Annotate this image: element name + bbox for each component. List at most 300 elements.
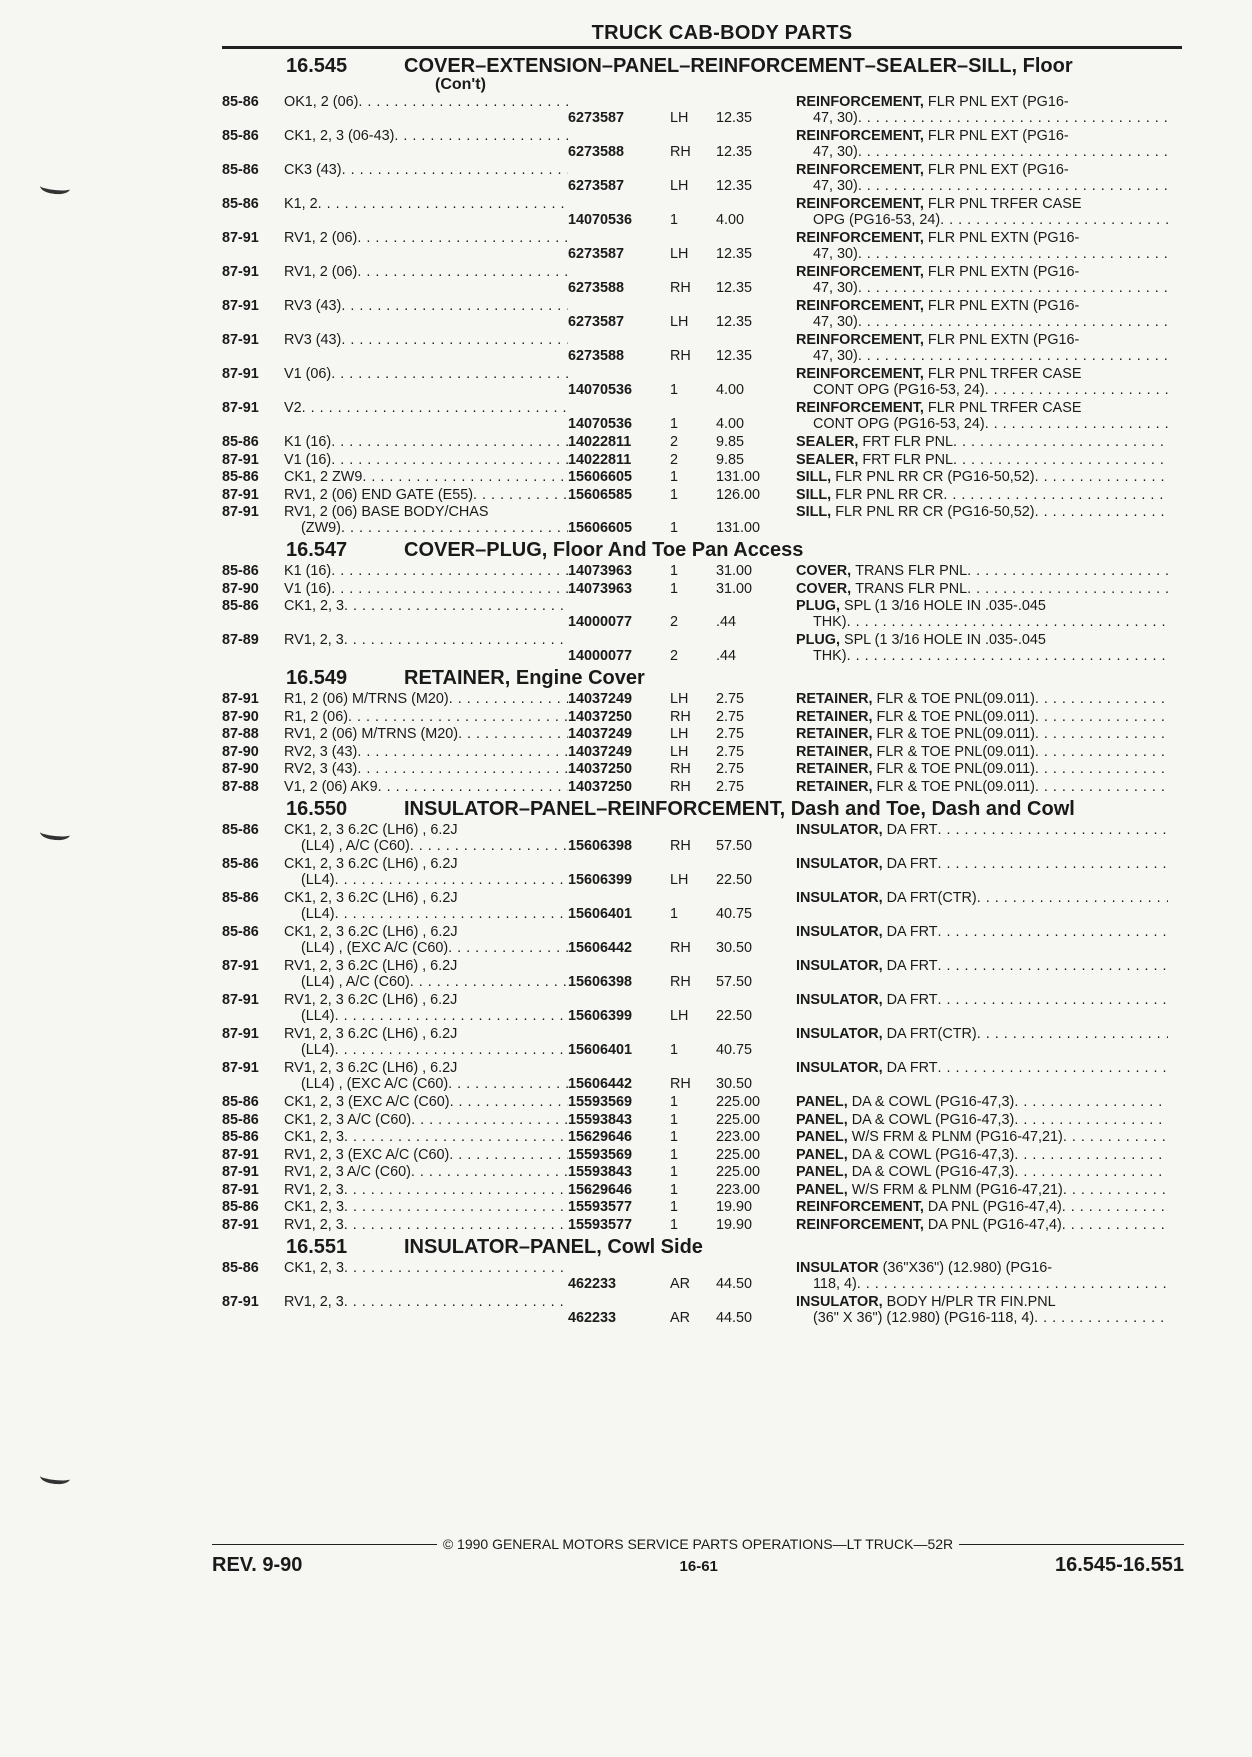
price-value: 19.90 xyxy=(716,1200,753,1215)
application-text: (LL4) xyxy=(301,872,335,888)
price xyxy=(716,745,780,761)
quantity xyxy=(660,1200,716,1216)
description xyxy=(780,564,1168,580)
application xyxy=(284,197,568,228)
part-number xyxy=(568,453,660,469)
description-label: REINFORCEMENT, xyxy=(796,231,924,246)
part-number-value: 462233 xyxy=(568,1310,617,1326)
part-number-value: 6273588 xyxy=(568,280,625,296)
price-value: 31.00 xyxy=(716,564,753,579)
model-years-cell xyxy=(222,599,284,630)
application-text: CK1, 2, 3 (06-43) xyxy=(284,129,395,144)
table-row xyxy=(222,1095,1182,1111)
quantity-line xyxy=(670,615,716,631)
model-years-cell xyxy=(222,163,284,194)
description-label: REINFORCEMENT, xyxy=(796,129,924,144)
description-label: RETAINER, xyxy=(796,709,873,725)
price-value: 225.00 xyxy=(716,1112,761,1128)
price-value: 2.75 xyxy=(716,692,745,707)
price xyxy=(716,1183,780,1199)
part-number-line xyxy=(568,959,660,975)
section-heading xyxy=(222,539,1182,561)
application-line xyxy=(284,349,568,365)
description-line xyxy=(796,299,1168,315)
part-number xyxy=(568,1061,660,1092)
part-number xyxy=(568,1148,660,1164)
quantity xyxy=(660,582,716,598)
table-row xyxy=(222,367,1182,398)
price-line xyxy=(716,649,780,665)
application-text: (LL4) xyxy=(301,1008,335,1024)
part-number-line xyxy=(568,839,660,855)
description-label: RETAINER, xyxy=(796,692,873,707)
description-line xyxy=(796,1295,1168,1311)
leader-dots xyxy=(985,417,1168,433)
quantity-line xyxy=(670,1130,716,1146)
part-number xyxy=(568,488,660,504)
description xyxy=(780,891,1168,922)
description-line xyxy=(796,1165,1168,1181)
description-text: FLR PNL EXTN (PG16- xyxy=(927,231,1080,246)
model-years-cell xyxy=(222,231,284,262)
table-row xyxy=(222,197,1182,228)
application-line xyxy=(284,1077,568,1093)
model-years-cell xyxy=(222,762,284,778)
model-years-cell xyxy=(222,780,284,796)
quantity-value: LH xyxy=(670,110,689,126)
model-years: 87-91 xyxy=(222,1294,259,1310)
page-footer xyxy=(212,1536,1184,1577)
part-number-value: 6273587 xyxy=(568,110,625,126)
description-text: TRANS FLR PNL xyxy=(855,564,968,579)
application-line xyxy=(284,521,568,537)
application xyxy=(284,582,568,598)
quantity-value: RH xyxy=(670,762,691,777)
quantity-line xyxy=(670,1218,716,1234)
application-line xyxy=(284,197,568,213)
description-label: REINFORCEMENT, xyxy=(796,401,924,416)
description-text: DA PNL (PG16-47,4) xyxy=(927,1217,1062,1233)
part-number-value: 14037249 xyxy=(568,727,633,742)
part-number-value: 6273588 xyxy=(568,144,625,160)
application xyxy=(284,1218,568,1234)
application xyxy=(284,959,568,990)
model-years: 87-90 xyxy=(222,580,259,597)
part-number-value: 14073963 xyxy=(568,581,633,597)
application xyxy=(284,891,568,922)
part-number-line xyxy=(568,615,660,631)
description-label: PANEL, xyxy=(796,1165,848,1180)
quantity-line xyxy=(670,649,716,665)
quantity-value: 1 xyxy=(670,470,679,485)
part-number-line xyxy=(568,1261,660,1277)
part-number-line xyxy=(568,299,660,315)
application-text: RV1, 2, 3 xyxy=(284,1217,344,1233)
part-number-line xyxy=(568,145,660,161)
price-value: 31.00 xyxy=(716,581,753,597)
model-years: 87-91 xyxy=(222,332,259,348)
table-row xyxy=(222,505,1182,536)
application xyxy=(284,231,568,262)
part-number-line xyxy=(568,1113,660,1129)
part-number-value: 6273587 xyxy=(568,314,625,330)
section-continued: (Con't) xyxy=(435,76,486,93)
price-line xyxy=(716,1200,780,1216)
section-number: 16.551 xyxy=(286,1236,348,1258)
price-line xyxy=(716,435,780,451)
application xyxy=(284,299,568,330)
quantity xyxy=(660,692,716,708)
section-number: 16.545 xyxy=(286,55,348,77)
leader-dots xyxy=(938,857,1168,873)
description-text: FLR & TOE PNL(09.011) xyxy=(876,709,1035,725)
application-text: K1 (16) xyxy=(284,564,332,579)
model-years: 87-91 xyxy=(222,1060,259,1076)
model-years: 87-91 xyxy=(222,958,259,974)
quantity-value: 1 xyxy=(670,1095,679,1110)
quantity-line xyxy=(670,727,716,743)
application xyxy=(284,1148,568,1164)
price xyxy=(716,564,780,580)
model-years-cell xyxy=(222,891,284,922)
part-number-value: 15606605 xyxy=(568,520,633,536)
table-row xyxy=(222,453,1182,469)
application-line xyxy=(284,265,568,281)
part-number-value: 14037250 xyxy=(568,779,633,795)
part-number xyxy=(568,1200,660,1216)
quantity-line xyxy=(670,111,716,127)
quantity-line xyxy=(670,1165,716,1181)
table-row xyxy=(222,1113,1182,1129)
application xyxy=(284,857,568,888)
part-number-line xyxy=(568,823,660,839)
description-text: 47, 30) xyxy=(813,280,858,296)
quantity-value: 1 xyxy=(670,520,679,536)
part-number xyxy=(568,857,660,888)
application-text: RV1, 2, 3 6.2C (LH6) , 6.2J xyxy=(284,1061,458,1076)
part-number-value: 15606399 xyxy=(568,1008,633,1024)
description-line xyxy=(796,417,1168,433)
leader-dots xyxy=(985,383,1168,399)
table-row xyxy=(222,265,1182,296)
description-line xyxy=(796,213,1168,229)
description xyxy=(780,488,1168,504)
table-row xyxy=(222,959,1182,990)
leader-dots xyxy=(953,453,1168,469)
description-label: RETAINER, xyxy=(796,762,873,777)
part-number xyxy=(568,265,660,296)
application-text: RV1, 2, 3 6.2C (LH6) , 6.2J xyxy=(284,993,458,1008)
quantity xyxy=(660,993,716,1024)
application-text: RV1, 2, 3 6.2C (LH6) , 6.2J xyxy=(284,959,458,974)
model-years-cell xyxy=(222,367,284,398)
quantity-line xyxy=(670,1113,716,1129)
part-number-value: 15606398 xyxy=(568,838,633,854)
price-line xyxy=(716,727,780,743)
quantity xyxy=(660,633,716,664)
application-line xyxy=(284,470,568,486)
leader-dots xyxy=(358,95,568,111)
quantity-value: RH xyxy=(670,838,691,854)
part-number-line xyxy=(568,315,660,331)
application xyxy=(284,488,568,504)
description-label: PANEL, xyxy=(796,1112,848,1128)
table-row xyxy=(222,762,1182,778)
description xyxy=(780,823,1168,854)
part-number xyxy=(568,401,660,432)
part-number-value: 6273587 xyxy=(568,246,625,262)
quantity-value: RH xyxy=(670,280,691,296)
description-line xyxy=(796,1061,1168,1077)
quantity-value: 1 xyxy=(670,1112,679,1128)
model-years-cell xyxy=(222,453,284,469)
part-number-line xyxy=(568,1061,660,1077)
price xyxy=(716,265,780,296)
application xyxy=(284,710,568,726)
quantity-line xyxy=(670,1183,716,1199)
leader-dots xyxy=(411,1113,568,1129)
price xyxy=(716,582,780,598)
quantity-value: LH xyxy=(670,727,689,742)
description-line xyxy=(796,1027,1168,1043)
part-number xyxy=(568,1027,660,1058)
description xyxy=(780,1295,1168,1326)
description-text: 47, 30) xyxy=(813,144,858,160)
application-text: RV1, 2 (06) xyxy=(284,265,358,280)
leader-dots xyxy=(473,488,568,504)
description-text: 47, 30) xyxy=(813,178,858,194)
price-line xyxy=(716,1183,780,1199)
quantity-line xyxy=(670,435,716,451)
application-line xyxy=(284,873,568,889)
part-number-line xyxy=(568,367,660,383)
part-number-line xyxy=(568,1148,660,1164)
leader-dots xyxy=(1063,1130,1168,1146)
price-value: 12.35 xyxy=(716,246,753,262)
part-number-value: 14022811 xyxy=(568,452,632,468)
leader-dots xyxy=(938,959,1168,975)
part-number xyxy=(568,762,660,778)
section-heading xyxy=(222,667,1182,689)
part-number xyxy=(568,1218,660,1234)
part-number xyxy=(568,1183,660,1199)
description xyxy=(780,599,1168,630)
leader-dots xyxy=(331,453,568,469)
description-line xyxy=(796,1261,1168,1277)
application-line xyxy=(284,213,568,229)
description-text: FLR & TOE PNL(09.011) xyxy=(876,727,1035,742)
description-label: RETAINER, xyxy=(796,744,873,760)
quantity-line xyxy=(670,564,716,580)
part-number-value: 15593569 xyxy=(568,1147,633,1163)
model-years: 85-86 xyxy=(222,890,259,906)
table-row xyxy=(222,1027,1182,1058)
price xyxy=(716,129,780,160)
quantity-line xyxy=(670,692,716,708)
price xyxy=(716,163,780,194)
quantity-value: LH xyxy=(670,1008,689,1024)
application xyxy=(284,599,568,630)
quantity xyxy=(660,1130,716,1146)
part-number xyxy=(568,1261,660,1292)
description-label: INSULATOR, xyxy=(796,823,883,838)
quantity-value: AR xyxy=(670,1310,690,1326)
description-line xyxy=(796,727,1168,743)
part-number-line xyxy=(568,1277,660,1293)
application-text: CK1, 2, 3 6.2C (LH6) , 6.2J xyxy=(284,925,458,940)
description-line xyxy=(796,247,1168,263)
description-text: FLR PNL EXT (PG16- xyxy=(927,95,1069,110)
part-number xyxy=(568,197,660,228)
description-label: RETAINER, xyxy=(796,779,873,795)
price-line xyxy=(716,453,780,469)
section-title: COVER–PLUG, Floor And Toe Pan Access xyxy=(404,539,804,561)
application-text: CK3 (43) xyxy=(284,163,342,178)
description xyxy=(780,582,1168,598)
leader-dots xyxy=(335,1009,568,1025)
description-line xyxy=(796,111,1168,127)
quantity xyxy=(660,163,716,194)
quantity xyxy=(660,1183,716,1199)
price xyxy=(716,959,780,990)
leader-dots xyxy=(953,435,1168,451)
model-years: 87-90 xyxy=(222,708,259,725)
description-text: FLR PNL EXTN (PG16- xyxy=(927,299,1080,314)
description-text: OPG (PG16-53, 24) xyxy=(813,212,941,228)
model-years-cell xyxy=(222,1027,284,1058)
application xyxy=(284,1165,568,1181)
description-text: DA & COWL (PG16-47,3) xyxy=(851,1165,1015,1180)
leader-dots xyxy=(331,367,568,383)
part-number-line xyxy=(568,1130,660,1146)
quantity-line xyxy=(670,1295,716,1311)
description-line xyxy=(796,333,1168,349)
application-line xyxy=(284,299,568,315)
part-number-line xyxy=(568,710,660,726)
description-text: FLR PNL EXT (PG16- xyxy=(927,129,1069,144)
part-number-line xyxy=(568,213,660,229)
part-number-line xyxy=(568,453,660,469)
price xyxy=(716,780,780,796)
leader-dots xyxy=(410,975,568,991)
description-text: FLR PNL TRFER CASE xyxy=(927,367,1082,382)
leader-dots xyxy=(857,1277,1168,1293)
part-number-line xyxy=(568,163,660,179)
quantity-line xyxy=(670,95,716,111)
application-text: RV3 (43) xyxy=(284,299,342,314)
description-line xyxy=(796,857,1168,873)
quantity-line xyxy=(670,470,716,486)
quantity-line xyxy=(670,839,716,855)
price-line xyxy=(716,907,780,923)
part-number-line xyxy=(568,197,660,213)
quantity-line xyxy=(670,1077,716,1093)
description-line xyxy=(796,470,1168,486)
quantity-value: RH xyxy=(670,144,691,160)
leader-dots xyxy=(331,564,568,580)
section-number: 16.547 xyxy=(286,539,348,561)
application-line xyxy=(284,1200,568,1216)
application-text: CK1, 2, 3 xyxy=(284,1261,344,1276)
application-line xyxy=(284,762,568,778)
quantity-line xyxy=(670,453,716,469)
application xyxy=(284,692,568,708)
model-years: 87-91 xyxy=(222,1146,259,1163)
description-line xyxy=(796,692,1168,708)
description-text: FLR PNL EXT (PG16- xyxy=(927,163,1069,178)
description-line xyxy=(796,488,1168,504)
leader-dots xyxy=(342,163,568,179)
part-number-value: 14037249 xyxy=(568,692,633,707)
leader-dots xyxy=(450,1095,568,1111)
section-heading xyxy=(222,55,1182,77)
description-text: FLR & TOE PNL(09.011) xyxy=(876,692,1035,707)
price xyxy=(716,488,780,504)
application xyxy=(284,163,568,194)
application-line xyxy=(284,1277,568,1293)
quantity xyxy=(660,745,716,761)
quantity xyxy=(660,401,716,432)
part-number-value: 15606585 xyxy=(568,487,633,503)
description-line xyxy=(796,1095,1168,1111)
price xyxy=(716,633,780,664)
table-row xyxy=(222,1295,1182,1326)
part-number-line xyxy=(568,925,660,941)
application-line xyxy=(284,1148,568,1164)
quantity-line xyxy=(670,163,716,179)
quantity-line xyxy=(670,1095,716,1111)
description-line xyxy=(796,505,1168,521)
description-text: TRANS FLR PNL xyxy=(855,581,968,597)
description-line xyxy=(796,780,1168,796)
application-line xyxy=(284,907,568,923)
description xyxy=(780,1261,1168,1292)
part-number xyxy=(568,470,660,486)
part-number xyxy=(568,1130,660,1146)
description-text: THK) xyxy=(813,614,847,630)
quantity xyxy=(660,823,716,854)
application-text: (ZW9) xyxy=(301,520,341,536)
application-text: R1, 2 (06) xyxy=(284,709,348,725)
application-line xyxy=(284,745,568,761)
quantity-value: 1 xyxy=(670,1182,679,1198)
price-line xyxy=(716,692,780,708)
application-text: RV1, 2 (06) M/TRNS (M20) xyxy=(284,727,459,742)
leader-dots xyxy=(341,299,568,315)
quantity-value: 2 xyxy=(670,452,679,468)
model-years: 85-86 xyxy=(222,94,259,110)
description-text: 47, 30) xyxy=(813,246,858,262)
section-title: RETAINER, Engine Cover xyxy=(404,667,645,689)
description xyxy=(780,367,1168,398)
leader-dots xyxy=(1014,1165,1168,1181)
price xyxy=(716,762,780,778)
price xyxy=(716,993,780,1024)
leader-dots xyxy=(344,1261,568,1277)
description-text: FLR PNL TRFER CASE xyxy=(927,197,1082,212)
table-row xyxy=(222,129,1182,160)
model-years-cell xyxy=(222,993,284,1024)
part-number-value: 14000077 xyxy=(568,648,633,664)
price xyxy=(716,857,780,888)
leader-dots xyxy=(1014,1113,1168,1129)
part-number-line xyxy=(568,129,660,145)
description-line xyxy=(796,1183,1168,1199)
application xyxy=(284,745,568,761)
quantity-value: LH xyxy=(670,872,689,888)
application-line xyxy=(284,315,568,331)
price xyxy=(716,692,780,708)
